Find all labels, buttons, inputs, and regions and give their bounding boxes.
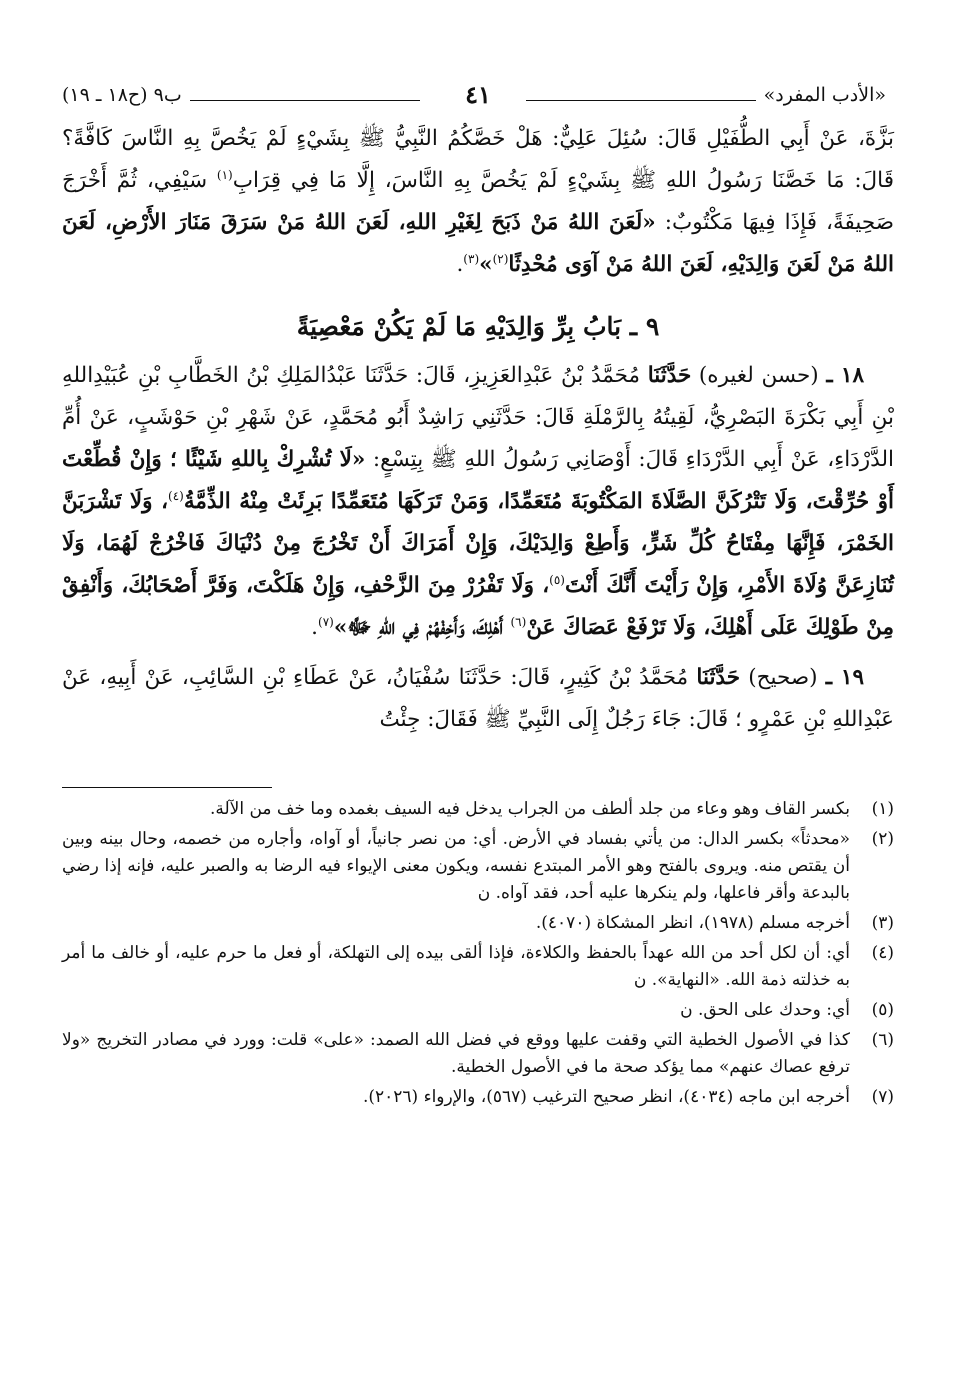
hadith-19-text: مُحَمَّدُ بْنُ كَثِيرٍ، قَالَ: حَدَّثَنَا سُفْيَانُ، عَنْ عَطَاءِ بْنِ السَّائِبِ، عَنْ أَبِيهِ، عَنْ عَبْدِاللهِ بْنِ عَمْرٍو ؛ قَالَ: جَاءَ رَجُلٌ إِلَى النَّبِيِّ ﷺ فَقَالَ: جِئْتُ	[62, 665, 894, 732]
hadith-18-end: .	[311, 615, 319, 640]
footnote-ref-5: (٥)	[549, 572, 565, 587]
footnote-ref-4: (٤)	[168, 488, 184, 503]
footnotes	[62, 796, 894, 1111]
footnote-ref-2: (٢)	[492, 251, 509, 266]
header-rule-right	[526, 100, 756, 101]
footnote-ref-6: (٦)	[510, 614, 527, 629]
footnote-number: (٤)	[871, 943, 894, 963]
footnote-number: (١)	[871, 799, 894, 819]
hadith-19-haddathana: حَدَّثَنَا	[696, 665, 741, 690]
hadith-18-matn-2: ، وَلَا تَشْرَبَنَّ الخَمْرَ، فَإِنَّهَا مِفْتَاحُ كُلِّ شَرٍّ، وَأَطِعْ وَالِدَيْكَ، وَإِنْ أَمَرَاكَ أَنْ تَخْرُجَ مِنْ دُنْيَاكَ فَاخْرُجْ لَهُمَا، وَلَا تُنَازِعَنَّ وُلَاةَ الأَمْرِ، وَإِنْ رَأَيْتَ أَنَّكَ أَنْتَ	[62, 489, 894, 598]
intro-text-2: سَيْفِي، ثُمَّ أَخْرَجَ صَحِيفَةً، فَإِذَا فِيهَا مَكْتُوبٌ:	[62, 168, 894, 235]
chapter-reference: ب٩ (ح١٨ ـ ١٩)	[62, 84, 182, 106]
footnote-6	[62, 1027, 894, 1081]
footnote-2	[62, 826, 894, 907]
intro-quote: «لَعَنَ اللهُ مَنْ ذَبَحَ لِغَيْرِ اللهِ، لَعَنَ اللهُ مَنْ سَرَقَ مَنَارَ الأَرْضِ، لَعَنَ اللهُ مَنْ لَعَنَ وَالِدَيْهِ، لَعَنَ اللهُ مَنْ آوَى مُحْدِثًا	[62, 210, 894, 277]
footnote-ref-1: (١)	[216, 167, 233, 182]
chapter-heading: ٩ ـ بَابُ بِرِّ وَالِدَيْهِ مَا لَمْ يَكُنْ مَعْصِيَةً	[296, 312, 660, 341]
footnote-1	[62, 796, 894, 823]
footnote-text: كذا في الأصول الخطية التي وقفت عليها ووقع في فضل الله الصمد: «على» قلت: وورد في مصادر التخريج «ولا ترفع عصاك عنهم» مما يؤكد صحة ما في الأصول الخطية.	[62, 1030, 850, 1077]
hadith-18-grade: (حسن لغيره)	[691, 363, 827, 388]
hadith-19-grade: (صحيح)	[740, 665, 826, 690]
footnote-number: (٢)	[871, 829, 894, 849]
intro-end: .	[456, 252, 464, 277]
intro-quote-close: »	[479, 252, 493, 277]
footnote-text: أخرجه مسلم (١٩٧٨)، انظر المشكاة (٤٠٧٠).	[535, 913, 850, 933]
footnote-ref-3: (٣)	[463, 251, 480, 266]
footnote-4	[62, 940, 894, 994]
header-rule-left	[190, 100, 420, 101]
hadith-18-matn-1: «لَا تُشْرِكْ بِاللهِ شَيْئًا ؛ وَإِنْ قُطِّعْتَ أَوْ حُرِّقْتَ، وَلَا تَتْرُكَنَّ الصَّلَاةَ المَكْتُوبَةَ مُتَعَمِّدًا، وَمَنْ تَرَكَهَا مُتَعَمِّدًا بَرِئَتْ مِنْهُ الذِّمَّةُ	[62, 447, 894, 514]
footnote-text: أي: وحدك على الحق. ن	[680, 1000, 850, 1020]
hadith-18-number: ١٨ ـ	[826, 363, 864, 388]
intro-paragraph	[62, 118, 894, 286]
hadith-18-matn-3: ، وَلَا تَفْرُرْ مِنَ الزَّحْفِ، وَإِنْ هَلَكْتَ، وَفَرَّ أَصْحَابُكَ، وَأَنْفِقْ مِنْ طَوْلِكَ عَلَى أَهْلِكَ، وَلَا تَرْفَعْ عَصَاكَ عَنْ	[62, 573, 894, 640]
hadith-18-haddathana: حَدَّثَنَا	[647, 363, 692, 388]
hadith-18-close: »	[333, 615, 348, 640]
intro-text-1: بَزَّةَ، عَنْ أَبِي الطُّفَيْلِ قَالَ: سُئِلَ عَلِيٌّ: هَلْ خَصَّكُمُ النَّبِيُّ ﷺ بِشَيْءٍ لَمْ يَخُصَّ بِهِ النَّاسَ كَافَّةً؟ قَالَ: مَا خَصَّنَا رَسُولُ اللهِ ﷺ بِشَيْءٍ لَمْ يَخُصَّ بِهِ النَّاسَ، إِلَّا مَا فِي قِرَابِ	[62, 126, 895, 193]
footnote-text: أخرجه ابن ماجه (٤٠٣٤)، انظر صحيح الترغيب (٥٦٧)، والإرواء (٢٠٢٦).	[362, 1087, 850, 1107]
book-page	[62, 82, 894, 1114]
hadith-18-matn-4: أَهْلِكَ، وَأَخِفْهُمْ فِي اللهِ ﷻ	[347, 615, 511, 640]
page-number: ٤١	[465, 80, 491, 109]
footnote-number: (٧)	[871, 1087, 894, 1107]
footnote-number: (٣)	[871, 913, 894, 933]
footnote-7	[62, 1084, 894, 1111]
hadith-18	[62, 355, 894, 649]
hadith-19-number: ١٩ ـ	[825, 665, 864, 690]
footnote-5	[62, 997, 894, 1024]
footnote-ref-7: (٧)	[318, 614, 334, 629]
book-title: «الأدب المفرد»	[763, 84, 886, 106]
footnote-text: أي: أن لكل أحد من الله عهداً بالحفظ والكلاءة، فإذا ألقى بيده إلى التهلكة، أو فعل ما حرم عليه، أو خالف ما أمر به خذلته ذمة الله. «النهاية». ن	[62, 943, 850, 990]
footnote-separator	[62, 787, 272, 788]
hadith-19	[62, 657, 894, 741]
footnote-text: «محدثاً» بكسر الدال: من يأتي بفساد في الأرض. أي: من نصر جانياً، أو آواه، وأجاره من خصمه، وحال بينه وبين أن يقتص منه. ويروى بالفتح وهو الأمر المبتدع نفسه، ويكون معنى الإيواء فيه الرضا به والصبر عليه، فإنه إذا رضي بالبدعة وأقر فاعلها، ولم ينكرها عليه أحد، فقد آواه. ن	[62, 829, 850, 903]
hadith-18-isnad: مُحَمَّدُ بْنُ عَبْدِالعَزِيزِ، قَالَ: حَدَّثَنَا عَبْدُالمَلِكِ بْنُ الخَطَّابِ بْنِ عُبَيْدِاللهِ بْنِ أَبِي بَكْرَةَ البَصْرِيُّ، لَقِيتُهُ بِالرَّمْلَةِ قَالَ: حَدَّثَنِي رَاشِدٌ أَبُو مُحَمَّدٍ، عَنْ شَهْرِ بْنِ حَوْشَبٍ، عَنْ أُمِّ الدَّرْدَاءِ، عَنْ أَبِي الدَّرْدَاءِ قَالَ: أَوْصَانِي رَسُولُ اللهِ ﷺ بِتِسْعٍ:	[62, 363, 894, 472]
footnote-number: (٦)	[871, 1030, 894, 1050]
footnote-number: (٥)	[871, 1000, 894, 1020]
footnote-text: بكسر القاف وهو وعاء من جلد ألطف من الجراب يدخل فيه السيف بغمده وما خف من الآلة.	[209, 799, 850, 819]
running-header	[62, 82, 894, 112]
footnote-3	[62, 910, 894, 937]
